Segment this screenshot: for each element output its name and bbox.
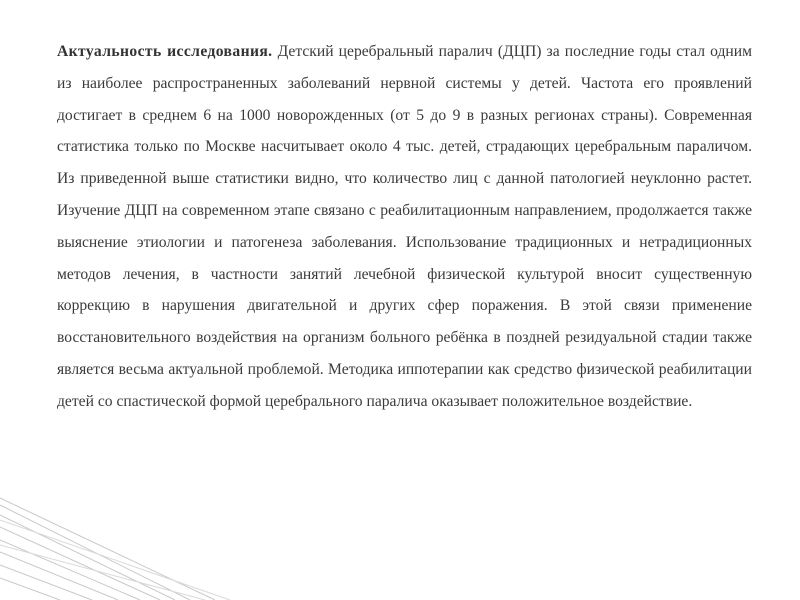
research-relevance-paragraph — [57, 36, 752, 418]
lead-label: Актуальность исследования. — [57, 43, 273, 60]
paragraph-body: Детский церебральный паралич (ДЦП) за последние годы стал одним из наиболее распространенных заболеваний нервной системы у детей. Частота его проявлений достигает в среднем 6 на 1000 новорожденных (от 5 до 9 в разных регионах страны). Современная статистика только по Москве насчитывает около 4 тыс. детей, страдающих церебральным параличом. Из приведенной выше статистики видно, что количество лиц с данной патологией неуклонно растет. Изучение ДЦП на современном этапе связано с реабилитационным направлением, продолжается также выяснение этиологии и патогенеза заболевания. Использование традиционных и нетрадиционных методов лечения, в частности занятий лечебной физической культурой вносит существенную коррекцию в нарушения двигательной и других сфер поражения. В этой связи применение восстановительного воздействия на организм больного ребёнка в поздней резидуальной стадии также является весьма актуальной проблемой. Методика иппотерапии как средство физической реабилитации детей со спастической формой церебрального паралича оказывает положительное воздействие. — [57, 43, 752, 410]
